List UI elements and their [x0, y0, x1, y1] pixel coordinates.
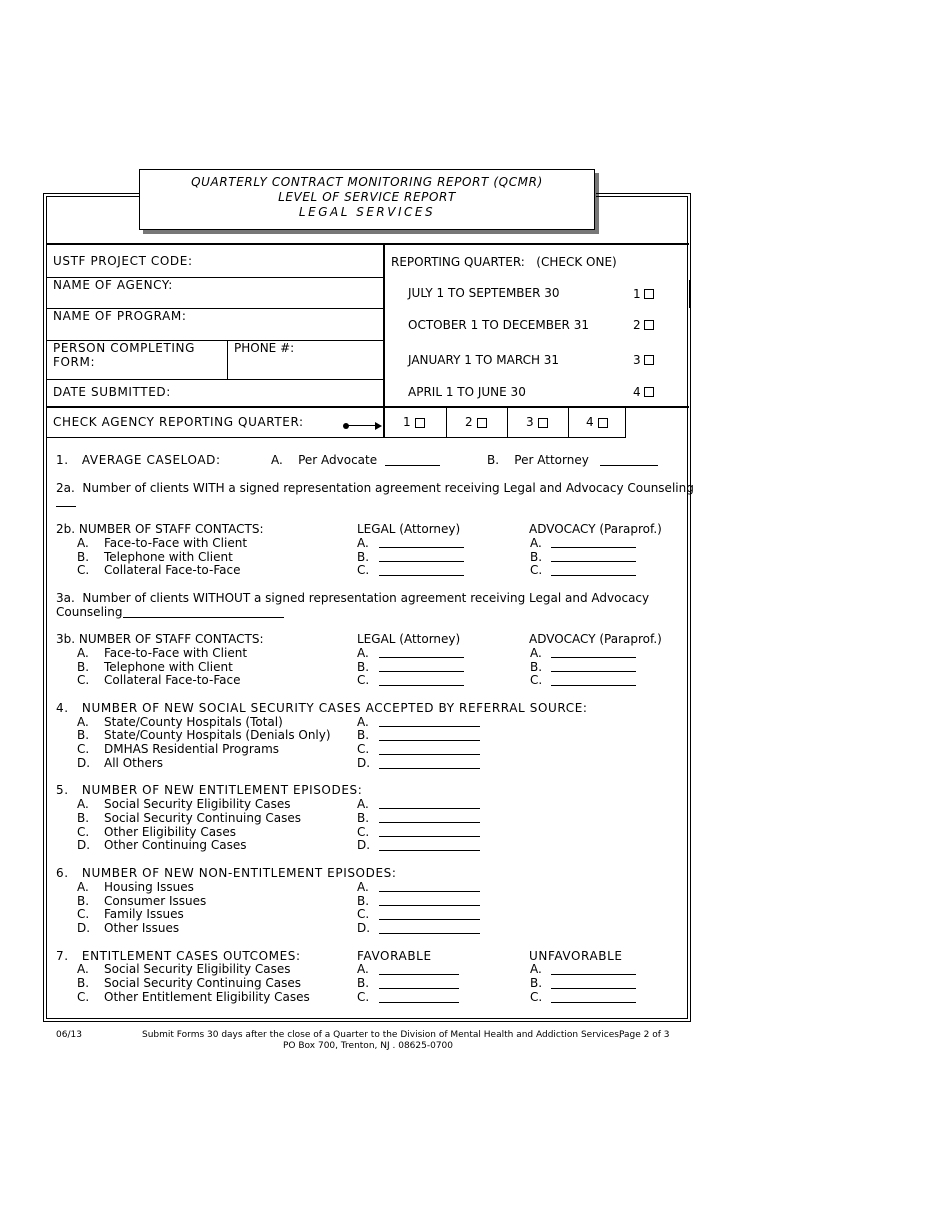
- frame-outer-top-left: [43, 193, 140, 194]
- title-box: [139, 169, 595, 230]
- s6-field-b[interactable]: [379, 905, 480, 906]
- s7-fav-field-b[interactable]: [379, 988, 459, 989]
- s4-field-letter-d: D.: [357, 756, 371, 770]
- s3b-legal-field-c[interactable]: [379, 685, 464, 686]
- s2b-adv-letter-a: A.: [530, 536, 542, 550]
- s5-field-a[interactable]: [379, 808, 480, 809]
- s5-item-a: Social Security Eligibility Cases: [104, 797, 291, 811]
- frame-inner-right: [687, 196, 688, 1019]
- s6-item-c: Family Issues: [104, 907, 184, 921]
- agency-q3-checkbox[interactable]: [538, 418, 548, 428]
- s3b-legal-letter-a: A.: [357, 646, 369, 660]
- s5-letter-c: C.: [77, 825, 90, 839]
- s5-field-letter-c: C.: [357, 825, 370, 839]
- s7-item-c: Other Entitlement Eligibility Cases: [104, 990, 310, 1004]
- s3a-field[interactable]: [123, 617, 284, 618]
- s7-fav-letter-b: B.: [357, 976, 370, 990]
- s3b-legal-header: LEGAL (Attorney): [357, 632, 461, 646]
- s3b-advocacy-header: ADVOCACY (Paraprof.): [529, 632, 662, 646]
- s3b-legal-field-a[interactable]: [379, 657, 464, 658]
- s5-field-letter-b: B.: [357, 811, 370, 825]
- s2b-adv-letter-c: C.: [530, 563, 543, 577]
- s7-item-a: Social Security Eligibility Cases: [104, 962, 291, 976]
- footer-page: Page 2 of 3: [619, 1030, 670, 1040]
- grid-row-5: [46, 406, 689, 408]
- s7-unfav-letter-b: B.: [530, 976, 543, 990]
- frame-outer-bottom: [43, 1021, 691, 1022]
- s4-letter-d: D.: [77, 756, 91, 770]
- project-code-label: USTF PROJECT CODE:: [53, 254, 193, 268]
- date-submitted-label: DATE SUBMITTED:: [53, 385, 171, 399]
- s4-item-a: State/County Hospitals (Total): [104, 715, 283, 729]
- s2b-advocacy-header: ADVOCACY (Paraprof.): [529, 522, 662, 536]
- s6-field-d[interactable]: [379, 933, 480, 934]
- s7-unfav-field-c[interactable]: [551, 1002, 636, 1003]
- reporting-quarter-title: REPORTING QUARTER: (CHECK ONE): [391, 255, 617, 269]
- s6-field-letter-b: B.: [357, 894, 370, 908]
- s5-item-d: Other Continuing Cases: [104, 838, 247, 852]
- phone-label: PHONE #:: [234, 341, 295, 355]
- s1-label: 1. AVERAGE CASELOAD:: [56, 453, 221, 467]
- frame-outer-left: [43, 193, 44, 1022]
- s7-item-b: Social Security Continuing Cases: [104, 976, 302, 990]
- s2b-adv-field-c[interactable]: [551, 575, 636, 576]
- s6-item-b: Consumer Issues: [104, 894, 207, 908]
- s4-field-b[interactable]: [379, 740, 480, 741]
- grid-top: [46, 243, 689, 245]
- s3b-letter-a: A.: [77, 646, 89, 660]
- footer-submit: Submit Forms 30 days after the close of a Quarter to the Division of Mental Health and Addiction Services,: [142, 1030, 622, 1040]
- check-agency-quarter-label: CHECK AGENCY REPORTING QUARTER:: [53, 415, 304, 429]
- person-completing-label: PERSON COMPLETING: [53, 341, 196, 355]
- quarter-3-label: JANUARY 1 TO MARCH 31: [408, 353, 560, 367]
- s2b-adv-field-b[interactable]: [551, 561, 636, 562]
- s2b-legal-field-a[interactable]: [379, 547, 464, 548]
- s4-field-c[interactable]: [379, 754, 480, 755]
- s2b-legal-field-c[interactable]: [379, 575, 464, 576]
- s7-letter-a: A.: [77, 962, 89, 976]
- quarter-2-checkbox[interactable]: [644, 320, 654, 330]
- s2b-letter-b: B.: [77, 550, 90, 564]
- s3b-adv-field-a[interactable]: [551, 657, 636, 658]
- s2b-item-c: Collateral Face-to-Face: [104, 563, 241, 577]
- s4-field-letter-b: B.: [357, 728, 370, 742]
- s2b-legal-letter-c: C.: [357, 563, 370, 577]
- s4-item-d: All Others: [104, 756, 164, 770]
- arrow-shaft-icon: [346, 425, 376, 426]
- quarter-1-checkbox[interactable]: [644, 289, 654, 299]
- s3b-letter-b: B.: [77, 660, 90, 674]
- grid-q-div-3: [568, 407, 569, 438]
- agency-q1-label: 1: [403, 415, 411, 429]
- s2b-adv-letter-b: B.: [530, 550, 543, 564]
- s7-unfavorable-header: UNFAVORABLE: [529, 949, 623, 963]
- s2b-legal-header: LEGAL (Attorney): [357, 522, 461, 536]
- agency-q3-label: 3: [526, 415, 534, 429]
- title-line-1: QUARTERLY CONTRACT MONITORING REPORT (QCMR): [191, 175, 543, 189]
- s5-letter-d: D.: [77, 838, 91, 852]
- frame-inner-top-left: [46, 196, 140, 197]
- s6-field-letter-d: D.: [357, 921, 371, 935]
- s7-unfav-letter-a: A.: [530, 962, 542, 976]
- s2b-legal-field-b[interactable]: [379, 561, 464, 562]
- quarter-4-label: APRIL 1 TO JUNE 30: [408, 385, 526, 399]
- s6-letter-a: A.: [77, 880, 89, 894]
- program-name-label: NAME OF PROGRAM:: [53, 309, 187, 323]
- s3b-adv-letter-c: C.: [530, 673, 543, 687]
- s1-attorney-field[interactable]: [600, 465, 658, 466]
- s3b-item-b: Telephone with Client: [104, 660, 233, 674]
- s2a-field[interactable]: [56, 506, 76, 507]
- s7-fav-letter-c: C.: [357, 990, 370, 1004]
- s3b-adv-field-b[interactable]: [551, 671, 636, 672]
- grid-phone-divider: [227, 340, 228, 380]
- grid-q-div-1: [446, 407, 447, 438]
- frame-inner-bottom: [46, 1018, 688, 1019]
- s2b-legal-letter-a: A.: [357, 536, 369, 550]
- s6-title: 6. NUMBER OF NEW NON-ENTITLEMENT EPISODES:: [56, 866, 397, 880]
- agency-q4-checkbox[interactable]: [598, 418, 608, 428]
- s5-letter-a: A.: [77, 797, 89, 811]
- s3b-title: 3b. NUMBER OF STAFF CONTACTS:: [56, 632, 264, 646]
- agency-q2-checkbox[interactable]: [477, 418, 487, 428]
- s5-letter-b: B.: [77, 811, 90, 825]
- grid-q-div-2: [507, 407, 508, 438]
- s3b-legal-letter-c: C.: [357, 673, 370, 687]
- s7-unfav-field-b[interactable]: [551, 988, 636, 989]
- s7-title: 7. ENTITLEMENT CASES OUTCOMES:: [56, 949, 301, 963]
- s4-field-letter-a: A.: [357, 715, 369, 729]
- s3b-item-a: Face-to-Face with Client: [104, 646, 248, 660]
- s2a-text: 2a. Number of clients WITH a signed representation agreement receiving Legal and Advocacy Counseling: [56, 481, 694, 495]
- grid-right-tick: [689, 280, 691, 308]
- s2b-item-b: Telephone with Client: [104, 550, 233, 564]
- s2b-title: 2b. NUMBER OF STAFF CONTACTS:: [56, 522, 264, 536]
- frame-outer-right: [690, 193, 691, 1022]
- s5-item-b: Social Security Continuing Cases: [104, 811, 302, 825]
- agency-q2-label: 2: [465, 415, 473, 429]
- s5-field-letter-d: D.: [357, 838, 371, 852]
- s7-fav-field-a[interactable]: [379, 974, 459, 975]
- s5-item-c: Other Eligibility Cases: [104, 825, 236, 839]
- frame-inner-top-right: [596, 196, 688, 197]
- s6-item-a: Housing Issues: [104, 880, 194, 894]
- s3a-text-1: 3a. Number of clients WITHOUT a signed representation agreement receiving Legal and Advocacy: [56, 591, 650, 605]
- s6-item-d: Other Issues: [104, 921, 180, 935]
- s4-item-c: DMHAS Residential Programs: [104, 742, 280, 756]
- s5-field-d[interactable]: [379, 850, 480, 851]
- s4-field-letter-c: C.: [357, 742, 370, 756]
- s2b-letter-a: A.: [77, 536, 89, 550]
- s7-fav-field-c[interactable]: [379, 1002, 459, 1003]
- grid-row-4: [46, 379, 384, 380]
- s7-favorable-header: FAVORABLE: [357, 949, 432, 963]
- s6-letter-c: C.: [77, 907, 90, 921]
- s1-attorney-label: B. Per Attorney: [487, 453, 589, 467]
- s3b-adv-letter-b: B.: [530, 660, 543, 674]
- s3b-adv-field-c[interactable]: [551, 685, 636, 686]
- frame-outer-top-right: [596, 193, 691, 194]
- agency-q4-label: 4: [586, 415, 594, 429]
- arrow-dot-icon: [343, 423, 349, 429]
- s7-fav-letter-a: A.: [357, 962, 369, 976]
- s3b-adv-letter-a: A.: [530, 646, 542, 660]
- s2b-legal-letter-b: B.: [357, 550, 370, 564]
- arrow-head-icon: [375, 422, 382, 430]
- s3b-item-c: Collateral Face-to-Face: [104, 673, 241, 687]
- quarter-4-checkbox[interactable]: [644, 387, 654, 397]
- s3b-letter-c: C.: [77, 673, 90, 687]
- s7-letter-c: C.: [77, 990, 90, 1004]
- s5-title: 5. NUMBER OF NEW ENTITLEMENT EPISODES:: [56, 783, 363, 797]
- quarter-1-label: JULY 1 TO SEPTEMBER 30: [408, 286, 560, 300]
- s7-unfav-letter-c: C.: [530, 990, 543, 1004]
- s3b-legal-field-b[interactable]: [379, 671, 464, 672]
- s4-item-b: State/County Hospitals (Denials Only): [104, 728, 331, 742]
- footer-date: 06/13: [56, 1030, 82, 1040]
- s1-advocate-field[interactable]: [385, 465, 440, 466]
- quarter-3-checkbox[interactable]: [644, 355, 654, 365]
- s6-field-letter-a: A.: [357, 880, 369, 894]
- quarter-3-number: 3: [633, 353, 641, 367]
- agency-q1-checkbox[interactable]: [415, 418, 425, 428]
- s6-letter-d: D.: [77, 921, 91, 935]
- s6-field-a[interactable]: [379, 891, 480, 892]
- title-line-3: LEGAL SERVICES: [298, 205, 436, 219]
- s4-title: 4. NUMBER OF NEW SOCIAL SECURITY CASES ACCEPTED BY REFERRAL SOURCE:: [56, 701, 588, 715]
- frame-inner-left: [46, 196, 47, 1019]
- quarter-2-label: OCTOBER 1 TO DECEMBER 31: [408, 318, 589, 332]
- s4-field-a[interactable]: [379, 726, 480, 727]
- s2b-letter-c: C.: [77, 563, 90, 577]
- s4-letter-b: B.: [77, 728, 90, 742]
- s3b-legal-letter-b: B.: [357, 660, 370, 674]
- footer-address: PO Box 700, Trenton, NJ . 08625-0700: [283, 1041, 453, 1051]
- grid-row-6: [46, 437, 626, 438]
- agency-name-label: NAME OF AGENCY:: [53, 278, 173, 292]
- s6-field-c[interactable]: [379, 919, 480, 920]
- s1-advocate-label: A. Per Advocate: [271, 453, 378, 467]
- s4-letter-c: C.: [77, 742, 90, 756]
- s2b-adv-field-a[interactable]: [551, 547, 636, 548]
- s5-field-letter-a: A.: [357, 797, 369, 811]
- s6-letter-b: B.: [77, 894, 90, 908]
- s2b-item-a: Face-to-Face with Client: [104, 536, 248, 550]
- quarter-4-number: 4: [633, 385, 641, 399]
- s7-letter-b: B.: [77, 976, 90, 990]
- person-completing-label-2: FORM:: [53, 355, 96, 369]
- s4-letter-a: A.: [77, 715, 89, 729]
- title-line-2: LEVEL OF SERVICE REPORT: [278, 190, 456, 204]
- quarter-1-number: 1: [633, 287, 641, 301]
- s3a-text-2: Counseling: [56, 605, 123, 619]
- s5-field-b[interactable]: [379, 822, 480, 823]
- quarter-2-number: 2: [633, 318, 641, 332]
- grid-q-div-4: [625, 407, 626, 438]
- s5-field-c[interactable]: [379, 836, 480, 837]
- s4-field-d[interactable]: [379, 768, 480, 769]
- s6-field-letter-c: C.: [357, 907, 370, 921]
- s7-unfav-field-a[interactable]: [551, 974, 636, 975]
